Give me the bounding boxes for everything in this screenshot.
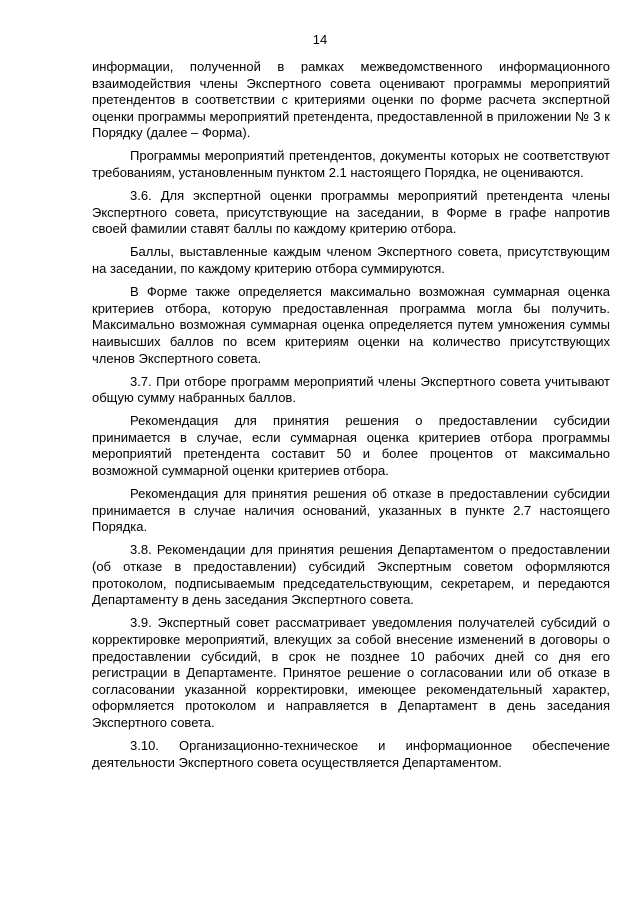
document-body xyxy=(92,59,610,778)
paragraph-3-6: 3.6. Для экспертной оценки программы мероприятий претендента члены Экспертного совета, присутствующие на заседании, в Форме в графе напротив своей фамилии ставят баллы по каждому критерию отбора. xyxy=(92,188,610,237)
paragraph-recommendation-refusal: Рекомендация для принятия решения об отказе в предоставлении субсидии принимается в случае наличия оснований, указанных в пункте 2.7 настоящего Порядка. xyxy=(92,486,610,535)
paragraph-not-evaluated: Программы мероприятий претендентов, документы которых не соответствуют требованиям, установленным пунктом 2.1 настоящего Порядка, не оцениваются. xyxy=(92,148,610,181)
paragraph-evaluation-continuation: информации, полученной в рамках межведомственного информационного взаимодействия члены Экспертного совета оценивают программы мероприятий претендентов в соответствии с критериями оценки по форме расчета экспертной оценки программы мероприятий претендента, предоставленной в приложении № 3 к Порядку (далее – Форма). xyxy=(92,59,610,141)
paragraph-3-10: 3.10. Организационно-техническое и информационное обеспечение деятельности Экспертного совета осуществляется Департаментом. xyxy=(92,737,610,770)
paragraph-3-8: 3.8. Рекомендации для принятия решения Департаментом о предоставлении (об отказе в предоставлении) субсидий Экспертным советом оформляются протоколом, подписываемым председательствующим, секретарем, и передаются Департаменту в день заседания Экспертного совета. xyxy=(92,542,610,608)
paragraph-3-9: 3.9. Экспертный совет рассматривает уведомления получателей субсидий о корректировке мероприятий, влекущих за собой внесение изменений в договоры о предоставлении субсидий, в срок не позднее 10 рабочих дней со дня его регистрации в Департаменте. Принятое решение о согласовании или об отказе в согласовании указанной корректировки, имеющее рекомендательный характер, оформляется протоколом и направляется в Департамент в день заседания Экспертного совета. xyxy=(92,615,610,730)
page-number: 14 xyxy=(312,32,328,47)
paragraph-3-7: 3.7. При отборе программ мероприятий члены Экспертного совета учитывают общую сумму набранных баллов. xyxy=(92,373,610,406)
paragraph-recommendation-grant: Рекомендация для принятия решения о предоставлении субсидии принимается в случае, если суммарная оценка критериев отбора программы мероприятий претендента составит 50 и более процентов от максимально возможной суммарной оценки критериев отбора. xyxy=(92,413,610,479)
paragraph-max-score: В Форме также определяется максимально возможная суммарная оценка критериев отбора, которую предоставленная программа могла бы получить. Максимально возможная суммарная оценка определяется путем умножения суммы наивысших баллов по всем критериям оценки на количество присутствующих членов Экспертного совета. xyxy=(92,284,610,366)
paragraph-scores-summed: Баллы, выставленные каждым членом Экспертного совета, присутствующим на заседании, по каждому критерию отбора суммируются. xyxy=(92,244,610,277)
